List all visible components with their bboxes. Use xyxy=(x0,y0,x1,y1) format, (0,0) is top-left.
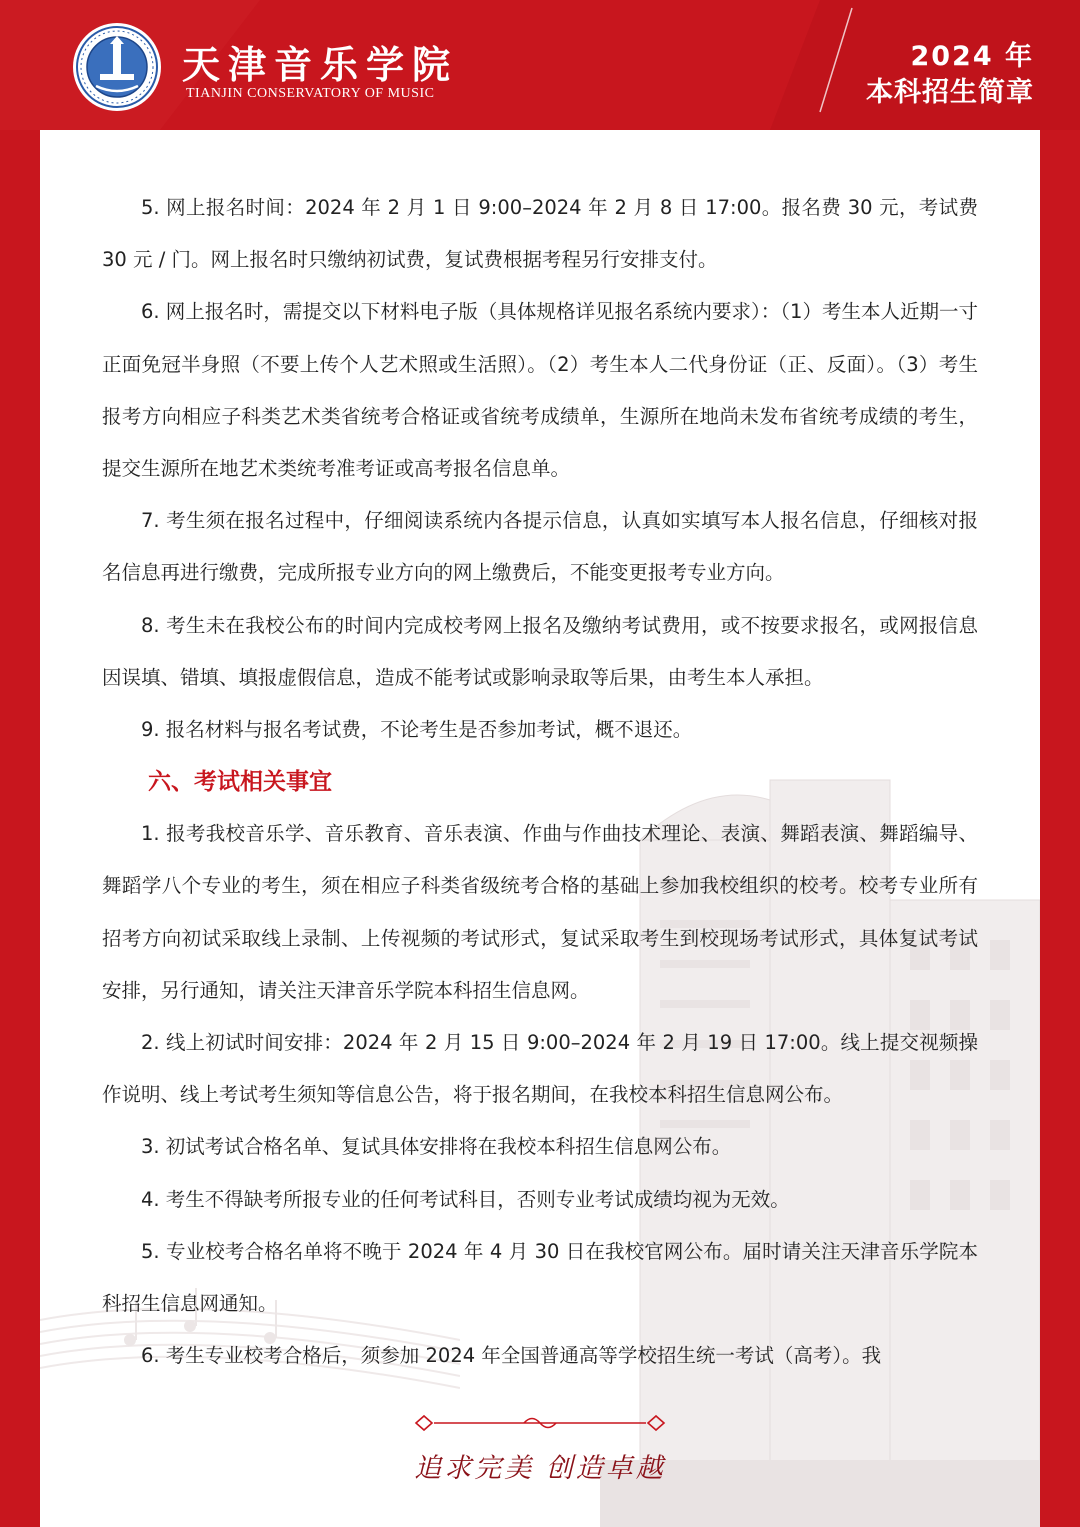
paragraph: 5. 网上报名时间：2024 年 2 月 1 日 9:00–2024 年 2 月 8 日 17:00。报名费 30 元，考试费 30 元 / 门。网上报名时只缴纳初试费，复试费根据考程另行安排支付。 xyxy=(102,196,978,272)
paragraph: 6. 网上报名时，需提交以下材料电子版（具体规格详见报名系统内要求）：（1）考生本人近期一寸正面免冠半身照（不要上传个人艺术照或生活照）。（2）考生本人二代身份证（正、反面）。（3）考生报考方向相应子科类艺术类省统考合格证或省统考成绩单，生源所在地尚未发布省统考成绩的考生，提交生源所在地艺术类统考准考证或高考报名信息单。 xyxy=(102,300,978,481)
school-name-en: TIANJIN CONSERVATORY OF MUSIC xyxy=(186,86,435,101)
paragraph: 4. 考生不得缺考所报专业的任何考试科目，否则专业考试成绩均视为无效。 xyxy=(141,1187,790,1211)
paragraph: 7. 考生须在报名过程中，仔细阅读系统内各提示信息，认真如实填写本人报名信息，仔细核对报名信息再进行缴费，完成所报专业方向的网上缴费后，不能变更报考专业方向。 xyxy=(102,509,978,585)
paragraph: 9. 报名材料与报名考试费，不论考生是否参加考试，概不退还。 xyxy=(141,718,693,742)
school-name-cn: 天津音乐学院 xyxy=(182,42,459,87)
document-page xyxy=(40,130,1040,1527)
paragraph: 2. 线上初试时间安排：2024 年 2 月 15 日 9:00–2024 年 2 月 19 日 17:00。线上提交视频操作说明、线上考试考生须知等信息公告，将于报名期间，在我校本科招生信息网公布。 xyxy=(102,1031,978,1107)
page-header xyxy=(0,0,1080,130)
section-heading: 六、考试相关事宜 xyxy=(148,769,332,796)
footer-slogan: 追求完美 创造卓越 xyxy=(414,1453,666,1484)
paragraph: 5. 专业校考合格名单将不晚于 2024 年 4 月 30 日在我校官网公布。届时请关注天津音乐学院本科招生信息网通知。 xyxy=(102,1239,978,1316)
footer-ornament xyxy=(412,1412,668,1434)
paragraph: 3. 初试考试合格名单、复试具体安排将在我校本科招生信息网公布。 xyxy=(141,1135,732,1159)
year-title: 2024 年 xyxy=(910,41,1034,72)
body-content xyxy=(102,182,978,1382)
paragraph: 8. 考生未在我校公布的时间内完成校考网上报名及缴纳考试费用，或不按要求报名，或网报信息因误填、错填、填报虚假信息，造成不能考试或影响录取等后果，由考生本人承担。 xyxy=(102,613,978,689)
paragraph: 6. 考生专业校考合格后，须参加 2024 年全国普通高等学校招生统一考试（高考）。我 xyxy=(141,1344,882,1368)
paragraph: 1. 报考我校音乐学、音乐教育、音乐表演、作曲与作曲技术理论、表演、舞蹈表演、舞蹈编导、舞蹈学八个专业的考生，须在相应子科类省级统考合格的基础上参加我校组织的校考。校考专业所有招考方向初试采取线上录制、上传视频的考试形式，复试采取考生到校现场考试形式，具体复试考试安排，另行通知，请关注天津音乐学院本科招生信息网。 xyxy=(102,822,978,1002)
school-seal-logo xyxy=(72,22,162,112)
brochure-title: 本科招生简章 xyxy=(866,77,1034,108)
